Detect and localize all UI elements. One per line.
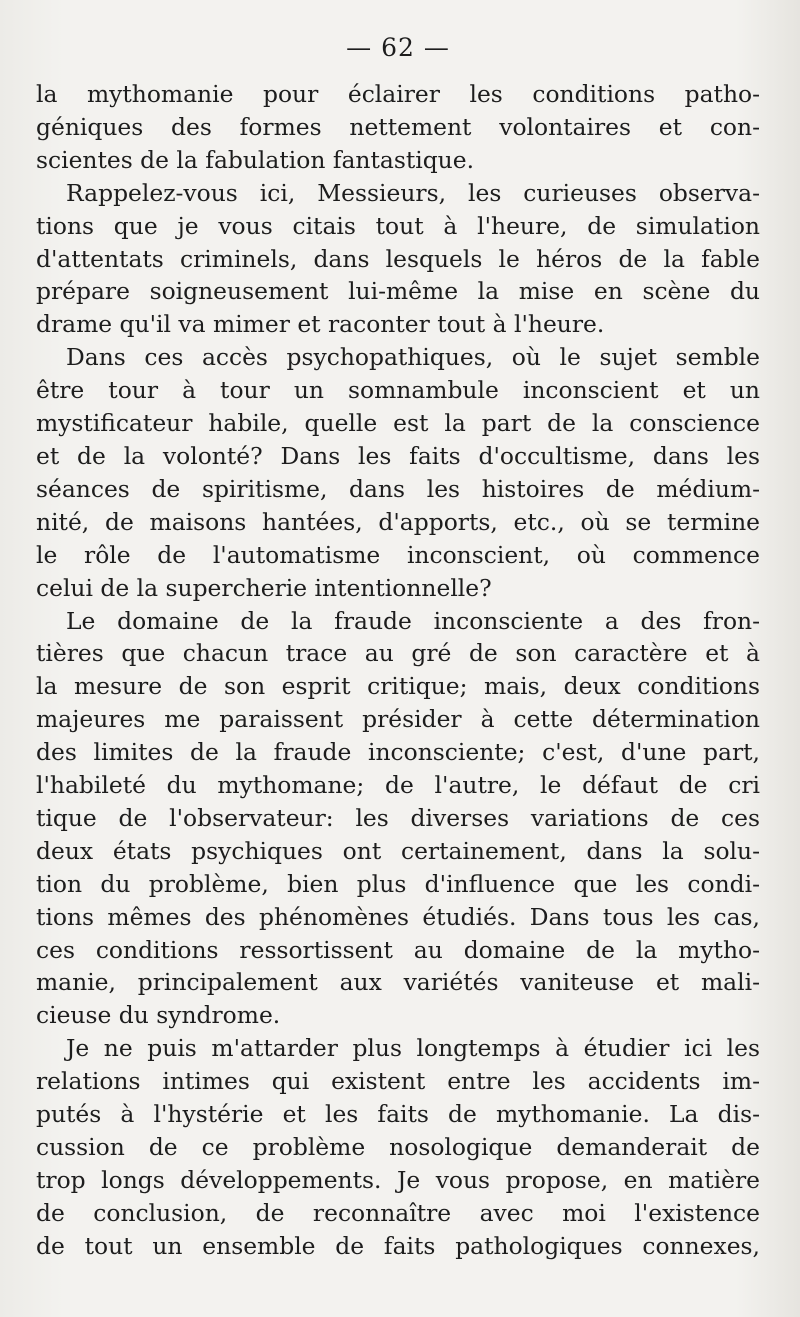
paragraph [36,605,760,1033]
paragraph [36,177,760,342]
text-line: tique de l'observateur: les diverses variations de ces [36,803,760,832]
text-line: Je ne puis m'attarder plus longtemps à étudier ici les [66,1034,760,1063]
text-line: et de la volonté? Dans les faits d'occultisme, dans les [36,441,760,470]
text-line: Rappelez-vous ici, Messieurs, les curieuses observa- [66,178,760,207]
text-line: putés à l'hystérie et les faits de mythomanie. La dis- [36,1100,760,1129]
text-line: deux états psychiques ont certainement, dans la solu- [36,836,760,865]
text-line: d'attentats criminels, dans lesquels le héros de la fable [36,244,760,273]
text-line: tion du problème, bien plus d'influence que les condi- [36,869,760,898]
text-line: tions mêmes des phénomènes étudiés. Dans tous les cas, [36,902,760,931]
paragraph [36,78,760,177]
text-line: ces conditions ressortissent au domaine de la mytho- [36,935,760,964]
text-line: tions que je vous citais tout à l'heure, de simulation [36,211,760,240]
text-line: mystificateur habile, quelle est la part de la conscience [36,409,760,438]
text-line: séances de spiritisme, dans les histoires de médium- [36,474,760,503]
page-number: — 62 — [346,33,450,62]
text-line: drame qu'il va mimer et raconter tout à l'heure. [36,310,605,339]
text-line: des limites de la fraude inconsciente; c'est, d'une part, [36,738,760,767]
paragraph [36,1032,760,1262]
text-line: majeures me paraissent présider à cette détermination [36,705,760,734]
text-line: tières que chacun trace au gré de son caractère et à [36,639,760,668]
text-line: celui de la supercherie intentionnelle? [36,573,492,602]
text-line: scientes de la fabulation fantastique. [36,145,475,174]
text-line: trop longs développements. Je vous propose, en matière [36,1165,760,1194]
text-line: nité, de maisons hantées, d'apports, etc., où se termine [36,507,760,536]
body-text [36,78,760,1263]
text-line: l'habileté du mythomane; de l'autre, le défaut de cri [36,771,760,800]
text-line: Le domaine de la fraude inconsciente a des fron- [66,606,760,635]
text-line: Dans ces accès psychopathiques, où le sujet semble [66,343,760,372]
text-line: géniques des formes nettement volontaires et con- [36,112,760,141]
text-line: cieuse du syndrome. [36,1001,281,1030]
text-line: la mesure de son esprit critique; mais, deux conditions [36,672,760,701]
text-line: être tour à tour un somnambule inconscient et un [36,376,760,405]
text-line: la mythomanie pour éclairer les conditions patho- [36,80,760,108]
text-line: cussion de ce problème nosologique demanderait de [36,1133,760,1161]
text-line: de tout un ensemble de faits pathologiques connexes, [36,1231,760,1260]
text-line: de conclusion, de reconnaître avec moi l'existence [36,1198,760,1227]
text-line: prépare soigneusement lui-même la mise en scène du [36,277,760,306]
text-line: le rôle de l'automatisme inconscient, où commence [36,540,760,569]
text-line: relations intimes qui existent entre les accidents im- [36,1067,760,1096]
text-line: manie, principalement aux variétés vaniteuse et mali- [36,968,760,997]
paragraph [36,341,760,604]
